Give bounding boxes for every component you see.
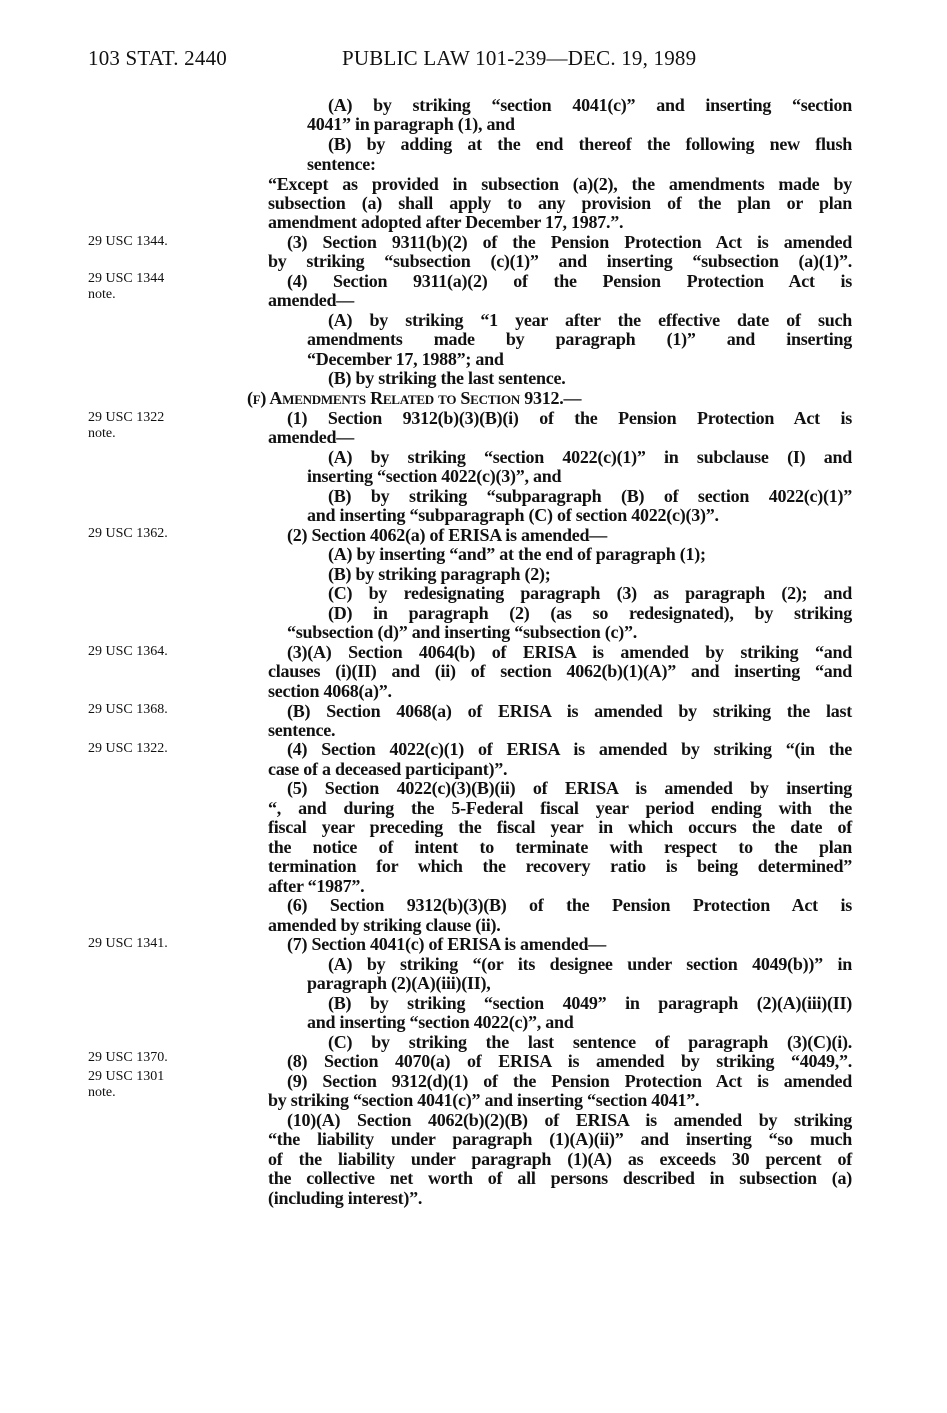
text-line: inserting “section 4022(c)(3)”, and	[307, 466, 562, 486]
text-line: (8) Section 4070(a) of ERISA is amended by striking “4049,”.	[287, 1051, 852, 1071]
margin-note	[88, 644, 168, 660]
margin-note	[88, 702, 168, 718]
text-line: (B) by striking “subparagraph (B) of section 4022(c)(1)”	[328, 486, 852, 506]
text-line: (C) by redesignating paragraph (3) as paragraph (2); and	[328, 583, 852, 603]
text-line: fiscal year preceding the fiscal year in which occurs the date of	[268, 817, 852, 837]
text-line: (A) by striking “1 year after the effective date of such	[328, 310, 852, 330]
text-line: amendments made by paragraph (1)” and inserting	[307, 329, 852, 349]
text-line: (A) by striking “section 4022(c)(1)” in subclause (I) and	[328, 447, 852, 467]
text-line: (B) by striking “section 4049” in paragraph (2)(A)(iii)(II)	[328, 993, 852, 1013]
text-line: (2) Section 4062(a) of ERISA is amended—	[287, 525, 608, 545]
text-line: amendment adopted after December 17, 1987.”.	[268, 212, 624, 232]
margin-note	[88, 234, 168, 250]
text-line: the notice of intent to terminate with respect to the plan	[268, 837, 852, 857]
margin-note	[88, 526, 168, 542]
text-line: of the liability under paragraph (1)(A) as exceeds 30 percent of	[268, 1149, 852, 1169]
text-line: (B) by adding at the end thereof the following new flush	[328, 134, 852, 154]
text-line: “, and during the 5-Federal fiscal year period ending with the	[268, 798, 852, 818]
text-line: (A) by striking “section 4041(c)” and inserting “section	[328, 95, 852, 115]
text-line: 4041” in paragraph (1), and	[307, 114, 515, 134]
text-line: case of a deceased participant)”.	[268, 759, 508, 779]
text-line: (10)(A) Section 4062(b)(2)(B) of ERISA is amended by striking	[287, 1110, 852, 1130]
text-line: (3) Section 9311(b)(2) of the Pension Protection Act is amended	[287, 232, 852, 252]
margin-note	[88, 1069, 164, 1101]
text-line: (including interest)”.	[268, 1188, 423, 1208]
text-line: (7) Section 4041(c) of ERISA is amended—	[287, 934, 606, 954]
text-line: amended—	[268, 427, 355, 447]
text-line: sentence:	[307, 154, 376, 174]
text-line: (5) Section 4022(c)(3)(B)(ii) of ERISA is amended by inserting	[287, 778, 852, 798]
margin-note-line: 29 USC 1362.	[88, 526, 168, 541]
text-line: by striking “section 4041(c)” and inserting “section 4041”.	[268, 1090, 700, 1110]
margin-note-line: note.	[88, 1085, 116, 1100]
margin-note-line: 29 USC 1344	[88, 271, 165, 286]
text-line: “Except as provided in subsection (a)(2), the amendments made by	[268, 174, 852, 194]
margin-note	[88, 741, 168, 757]
text-line: (B) by striking the last sentence.	[328, 368, 566, 388]
text-line: and inserting “subparagraph (C) of section 4022(c)(3)”.	[307, 505, 719, 525]
text-line: termination for which the recovery ratio is being determined”	[268, 856, 852, 876]
text-line: “the liability under paragraph (1)(A)(ii)” and inserting “so much	[268, 1129, 852, 1149]
margin-note	[88, 410, 164, 442]
text-line: sentence.	[268, 720, 336, 740]
text-line: section 4068(a)”.	[268, 681, 392, 701]
text-line: (D) in paragraph (2) (as so redesignated), by striking	[328, 603, 852, 623]
margin-note-line: 29 USC 1370.	[88, 1050, 168, 1065]
text-line: paragraph (2)(A)(iii)(II),	[307, 973, 491, 993]
margin-note	[88, 271, 164, 303]
text-line: (3)(A) Section 4064(b) of ERISA is amended by striking “and	[287, 642, 852, 662]
text-line: the collective net worth of all persons described in subsection (a)	[268, 1168, 852, 1188]
text-line: by striking “subsection (c)(1)” and inserting “subsection (a)(1)”.	[268, 251, 852, 271]
text-line: (C) by striking the last sentence of paragraph (3)(C)(i).	[328, 1032, 852, 1052]
margin-note-line: 29 USC 1301	[88, 1069, 165, 1084]
margin-note-line: 29 USC 1368.	[88, 702, 168, 717]
text-line: “December 17, 1988”; and	[307, 349, 504, 369]
margin-note	[88, 936, 168, 952]
text-line: subsection (a) shall apply to any provision of the plan or plan	[268, 193, 852, 213]
text-line: and inserting “section 4022(c)”, and	[307, 1012, 574, 1032]
margin-note	[88, 1050, 168, 1066]
text-line: (B) by striking paragraph (2);	[328, 564, 551, 584]
text-line: (B) Section 4068(a) of ERISA is amended by striking the last	[287, 701, 852, 721]
text-line: (9) Section 9312(d)(1) of the Pension Protection Act is amended	[287, 1071, 852, 1091]
text-line: after “1987”.	[268, 876, 365, 896]
text-line: amended—	[268, 290, 355, 310]
text-line: (6) Section 9312(b)(3)(B) of the Pension Protection Act is	[287, 895, 852, 915]
text-line: (1) Section 9312(b)(3)(B)(i) of the Pension Protection Act is	[287, 408, 852, 428]
margin-note-line: note.	[88, 426, 116, 441]
text-line: clauses (i)(II) and (ii) of section 4062(b)(1)(A)” and inserting “and	[268, 661, 852, 681]
stat-page-number: 103 STAT. 2440	[88, 46, 227, 70]
margin-note-line: 29 USC 1344.	[88, 234, 168, 249]
text-line: (4) Section 9311(a)(2) of the Pension Protection Act is	[287, 271, 852, 291]
margin-note-line: 29 USC 1322	[88, 410, 165, 425]
margin-note-line: 29 USC 1322.	[88, 741, 168, 756]
running-head: PUBLIC LAW 101-239—DEC. 19, 1989	[342, 46, 697, 70]
text-line: “subsection (d)” and inserting “subsection (c)”.	[287, 622, 638, 642]
margin-note-line: note.	[88, 287, 116, 302]
section-heading: (f) Amendments Related to Section 9312.—	[247, 388, 582, 408]
text-line: (A) by striking “(or its designee under section 4049(b))” in	[328, 954, 852, 974]
text-line: amended by striking clause (ii).	[268, 915, 501, 935]
margin-note-line: 29 USC 1364.	[88, 644, 168, 659]
text-line: (4) Section 4022(c)(1) of ERISA is amended by striking “(in the	[287, 739, 852, 759]
margin-note-line: 29 USC 1341.	[88, 936, 168, 951]
text-line: (A) by inserting “and” at the end of paragraph (1);	[328, 544, 706, 564]
